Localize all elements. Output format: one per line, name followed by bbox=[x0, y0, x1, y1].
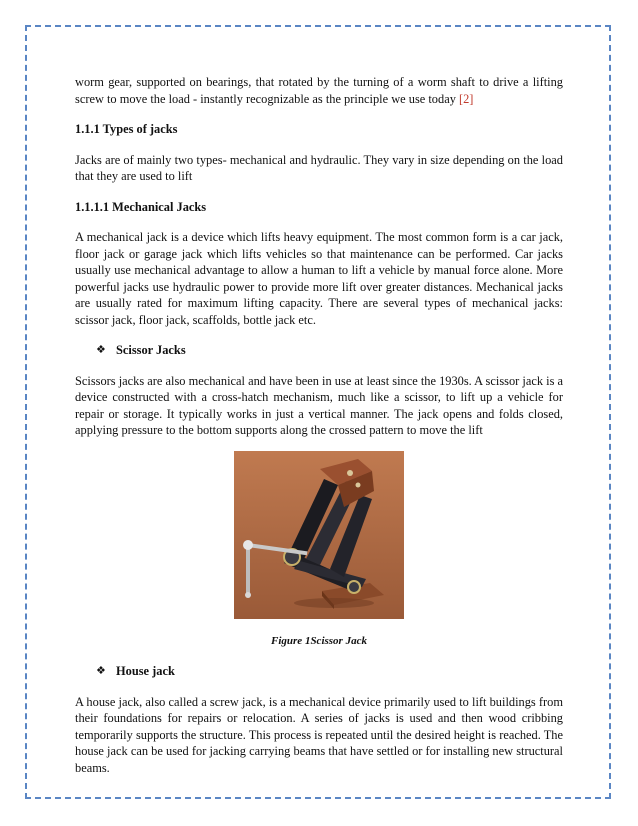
figure bbox=[75, 451, 563, 619]
citation-link[interactable]: [2] bbox=[458, 91, 474, 106]
figure-caption: Figure 1Scissor Jack bbox=[271, 634, 367, 647]
section-heading-types: 1.1.1 Types of jacks bbox=[75, 122, 178, 136]
house-paragraph: A house jack, also called a screw jack, is a mechanical device primarily used to lift buildings from their foundations for repairs or relocation. A series of jacks is used and then wood cribbing temporarily supports the structure. This process is repeated until the desired height is reached. The house jack can be used for jacking carrying beams that have settled or for installing new structural beams. bbox=[75, 694, 563, 775]
types-paragraph: Jacks are of mainly two types- mechanical and hydraulic. They vary in size depending on the load that they are used to lift bbox=[75, 152, 563, 183]
scissor-paragraph: Scissors jacks are also mechanical and have been in use at least since the 1930s. A scissor jack is a device constructed with a cross-hatch mechanism, much like a scissor, to lift up a vehicle for repair or storage. It typically works in just a vertical manner. The jack opens and folds closed, applying pressure to the bottom supports along the crossed pattern to move the lift bbox=[75, 373, 563, 437]
house-heading-label: House jack bbox=[116, 664, 175, 678]
scissor-jack-image bbox=[234, 451, 404, 619]
scissor-heading bbox=[75, 342, 563, 359]
house-heading bbox=[75, 663, 563, 680]
intro-paragraph: worm gear, supported on bearings, that rotated by the turning of a worm shaft to drive a lifting screw to move the load - instantly recognizable as the principle we use today [2] bbox=[75, 75, 563, 106]
document-body bbox=[75, 74, 563, 776]
mechanical-paragraph: A mechanical jack is a device which lifts heavy equipment. The most common form is a car jack, floor jack or garage jack which lifts vehicles so that maintenance can be performed. Car jacks usually use mechanical advantage to allow a human to lift a vehicle by manual force alone. More powerful jacks use hydraulic power to provide more lift over greater distances. Mechanical jacks are usually rated for maximum lifting capacity. There are several types of mechanical jacks: scissor jack, floor jack, scaffolds, bottle jack etc. bbox=[75, 230, 563, 327]
scissor-heading-label: Scissor Jacks bbox=[116, 343, 186, 357]
diamond-bullet-icon: ❖ bbox=[96, 344, 106, 356]
section-heading-mechanical: 1.1.1.1 Mechanical Jacks bbox=[75, 199, 207, 214]
diamond-bullet-icon: ❖ bbox=[96, 665, 106, 677]
